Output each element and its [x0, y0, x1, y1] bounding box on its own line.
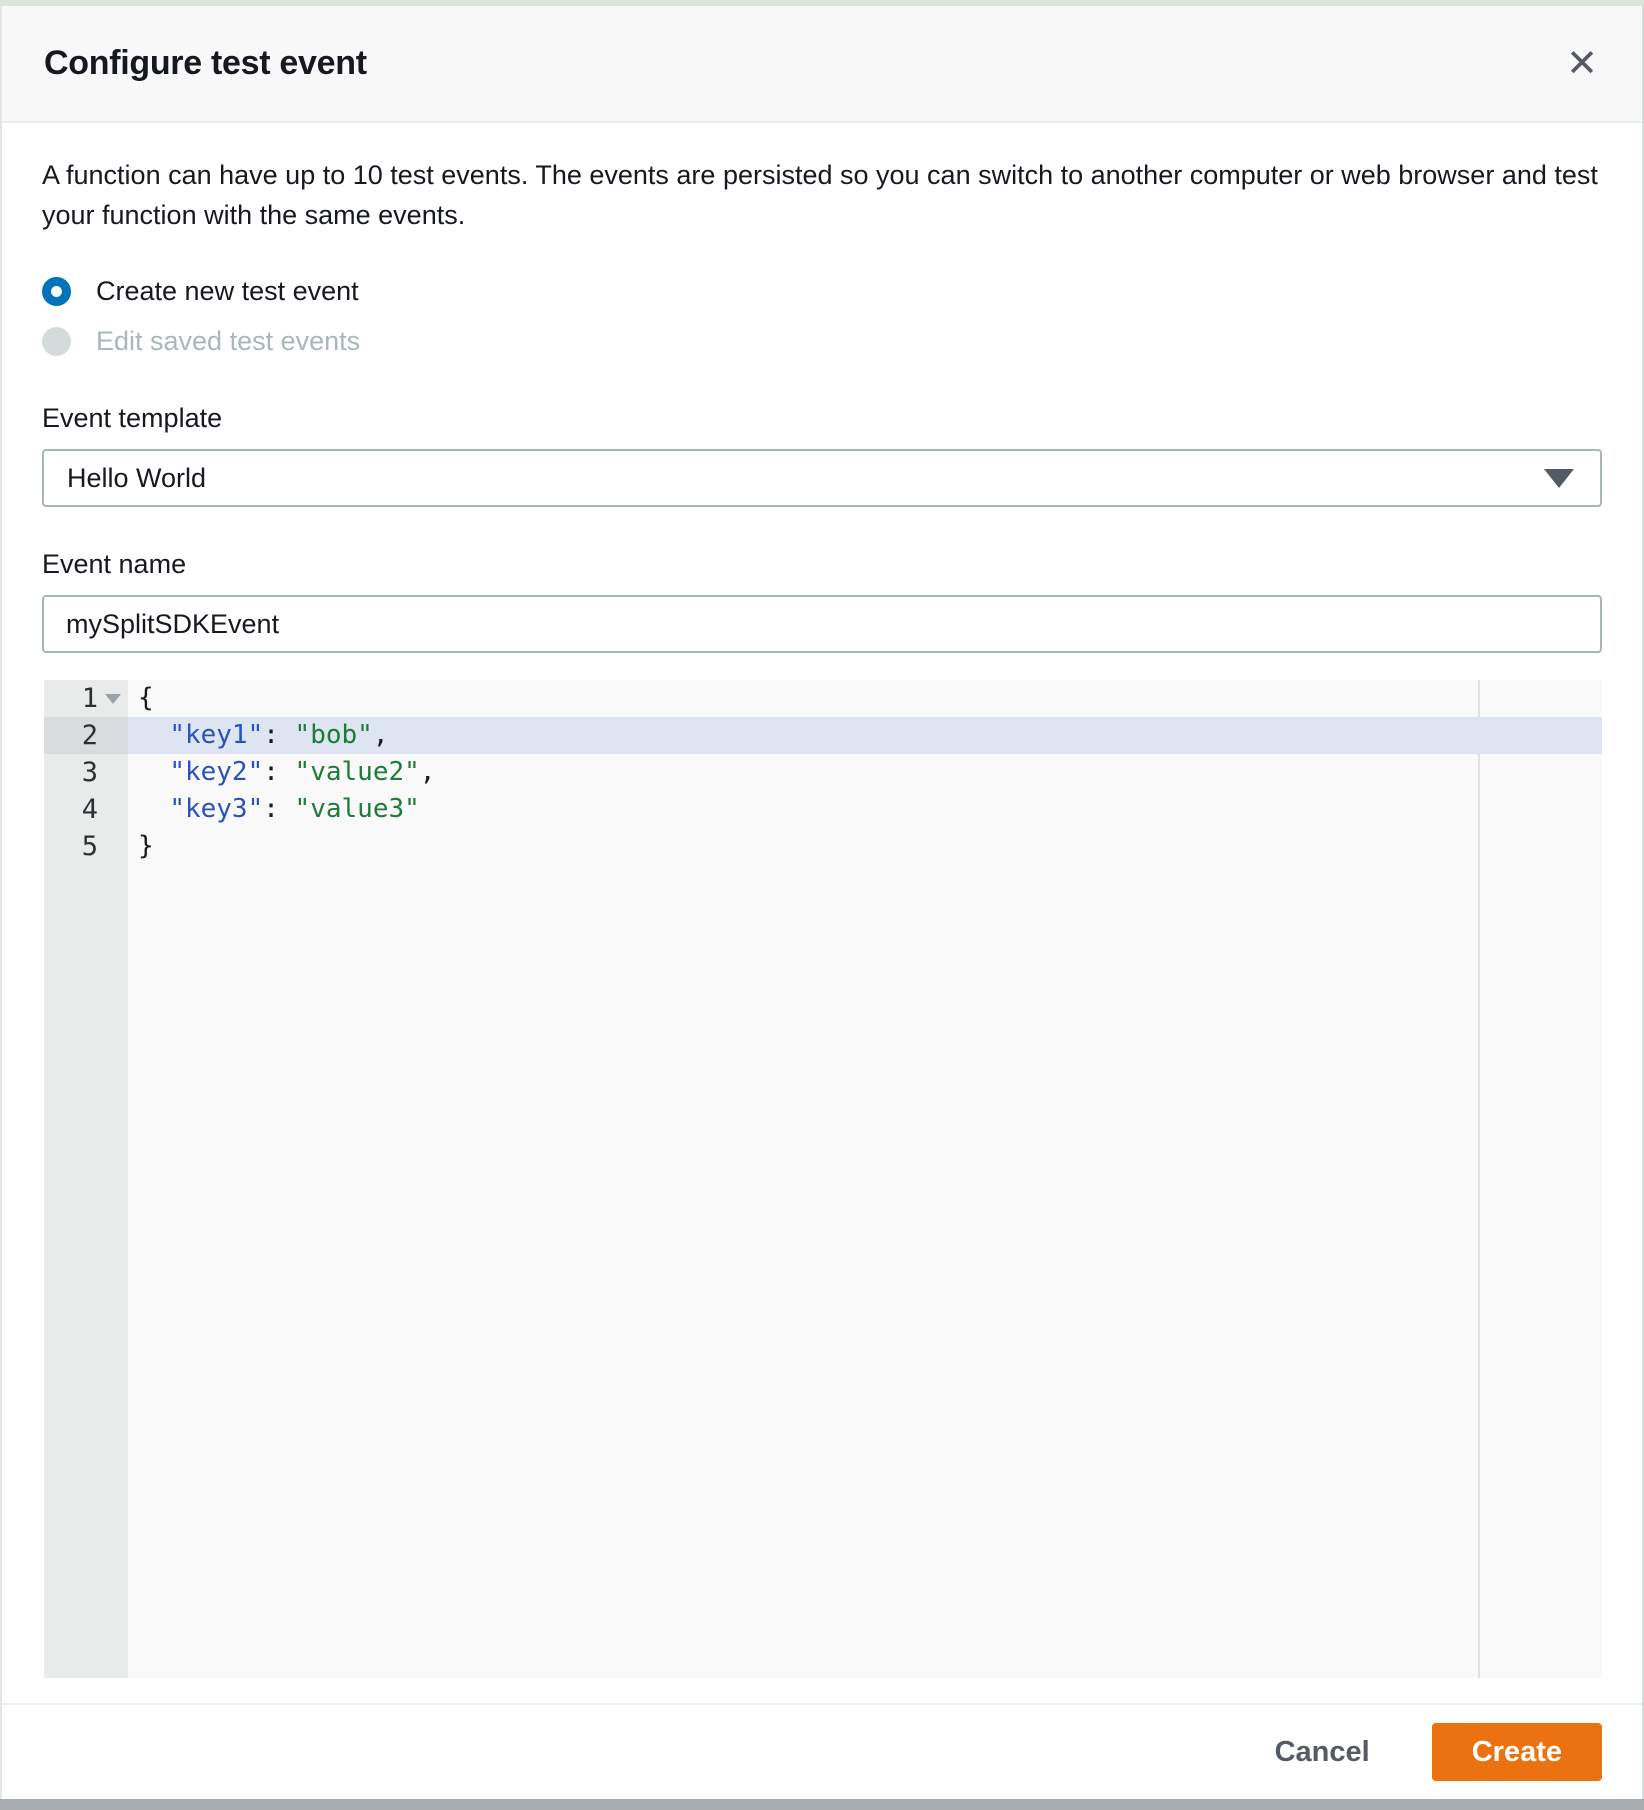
fold-toggle-icon[interactable]: [105, 694, 121, 704]
gutter-line-number: 3: [81, 757, 98, 788]
radio-selected-icon[interactable]: [42, 277, 71, 306]
gutter-line-number: 4: [81, 794, 98, 825]
gutter-line-number: 2: [44, 717, 128, 754]
code-token-punctuation: ,: [419, 757, 436, 787]
cancel-button[interactable]: Cancel: [1269, 1735, 1376, 1770]
radio-label: Create new test event: [96, 275, 359, 306]
event-name-input[interactable]: [42, 595, 1602, 653]
dialog-footer: [2, 1703, 1642, 1799]
code-token-punctuation: [138, 794, 169, 824]
gutter-line-number: 5: [81, 831, 98, 862]
event-name-label: Event name: [42, 549, 187, 579]
radio-label: Edit saved test events: [96, 325, 361, 356]
dialog-body: [2, 155, 1642, 1678]
code-token-string: "bob": [294, 720, 373, 750]
code-token-punctuation: [138, 757, 169, 787]
dialog-description: A function can have up to 10 test events. The events are persisted so you can switch to another computer or web browser and test your function with the same events.: [42, 160, 1598, 230]
code-line[interactable]: [128, 791, 1602, 828]
configure-test-event-dialog: [0, 6, 1644, 1799]
close-button[interactable]: [1566, 42, 1598, 85]
code-token-punctuation: {: [138, 683, 154, 713]
event-template-selected-value: Hello World: [67, 462, 207, 493]
radio-create-new-test-event[interactable]: [42, 271, 1602, 311]
code-line[interactable]: [128, 828, 1602, 865]
create-button[interactable]: Create: [1432, 1723, 1602, 1781]
code-token-string: "value2": [294, 757, 420, 787]
event-json-editor[interactable]: [44, 680, 1602, 1678]
radio-disabled-icon: [42, 327, 71, 356]
caret-down-icon: [1544, 469, 1574, 488]
code-token-key: "key1": [169, 720, 264, 750]
code-line[interactable]: [128, 680, 1602, 717]
editor-gutter: [44, 680, 128, 1678]
code-token-punctuation: :: [263, 794, 295, 824]
radio-edit-saved-test-events[interactable]: [42, 321, 1602, 361]
code-token-punctuation: :: [263, 757, 295, 787]
code-token-punctuation: [138, 720, 169, 750]
code-token-punctuation: :: [263, 720, 295, 750]
gutter-line-number: 1: [44, 680, 128, 717]
close-icon: ✕: [1566, 42, 1598, 85]
code-token-key: "key3": [169, 794, 264, 824]
dialog-title: Configure test event: [44, 44, 367, 82]
test-event-mode-radio-group: [42, 271, 1602, 361]
code-token-punctuation: ,: [372, 720, 389, 750]
event-template-label: Event template: [42, 403, 223, 433]
event-template-select[interactable]: [42, 449, 1602, 507]
code-token-punctuation: }: [138, 831, 154, 861]
code-line[interactable]: [128, 717, 1602, 754]
code-token-key: "key2": [169, 757, 264, 787]
code-token-string: "value3": [294, 794, 420, 824]
dialog-header: [2, 6, 1642, 123]
code-line[interactable]: [128, 754, 1602, 791]
editor-code-area[interactable]: [128, 680, 1602, 865]
